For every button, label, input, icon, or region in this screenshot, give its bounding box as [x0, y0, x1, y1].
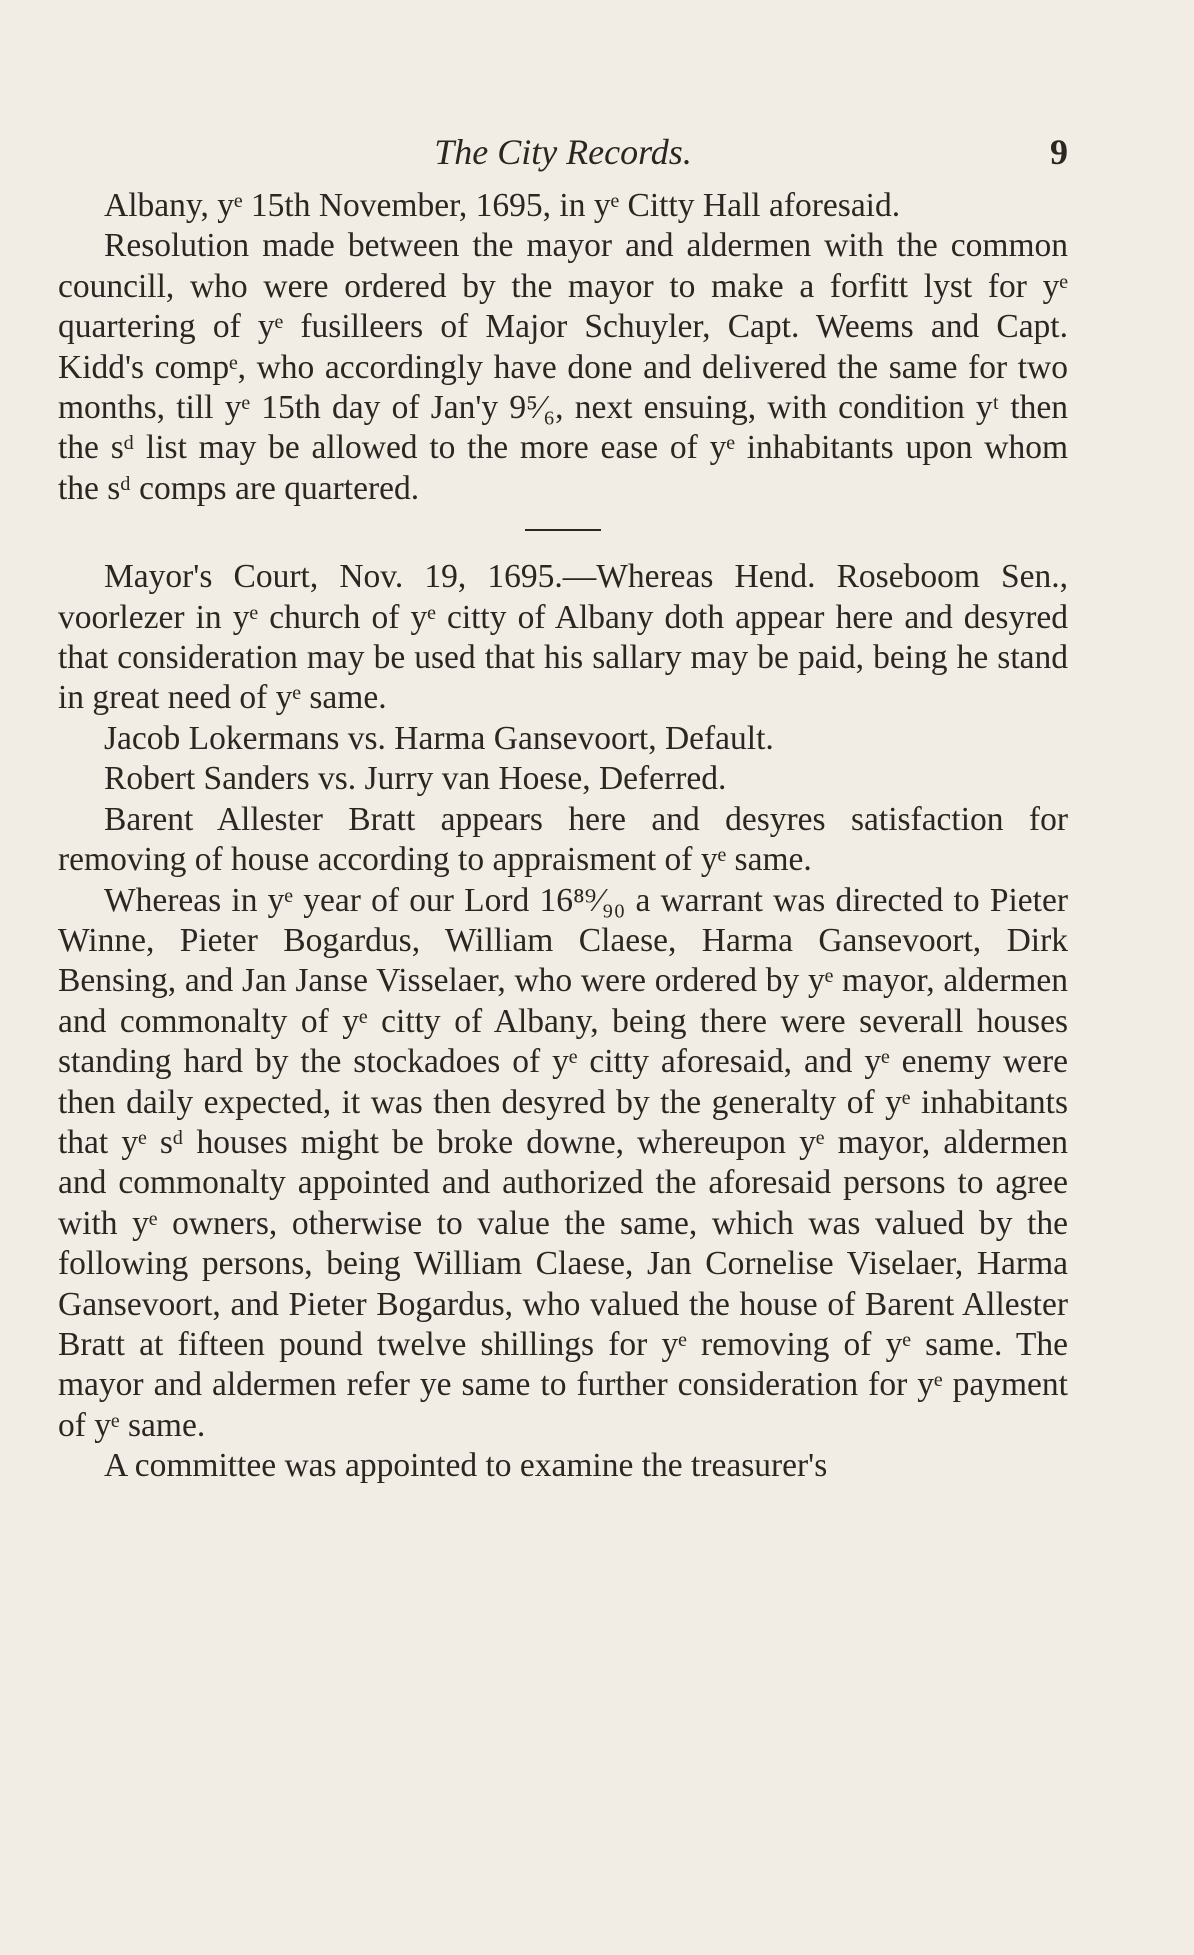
paragraph-meeting-place: Albany, yᵉ 15th November, 1695, in yᵉ Citty Hall aforesaid. — [104, 187, 901, 224]
paragraph-case-lokermans: Jacob Lokermans vs. Harma Gansevoort, Default. — [104, 719, 774, 757]
page-number: 9 — [1050, 132, 1068, 172]
page-body — [58, 186, 1068, 1487]
paragraph-resolution: Resolution made between the mayor and aldermen with the common councill, who were ordered by the mayor to make a forfitt lyst for yᵉ quartering of yᵉ fusilleers of Major Schuyler, Capt. Weems and Capt. Kidd's compᵉ, who accordingly have done and delivered the same for two months, till yᵉ 15th day of Jan'y 9⁵⁄₆, next ensuing, with condition yᵗ then the sᵈ list may be allowed to the more ease of yᵉ inhabitants upon whom the sᵈ comps are quartered. — [58, 227, 1068, 507]
running-title: The City Records. — [434, 132, 692, 172]
paragraph-committee: A committee was appointed to examine the treasurer's — [104, 1447, 828, 1485]
paragraph-warrant: Whereas in yᵉ year of our Lord 16⁸⁹⁄₉₀ a warrant was directed to Pieter Winne, Pieter Bogardus, William Claese, Harma Gansevoort, Dirk Bensing, and Jan Janse Visselaer, who were ordered by yᵉ mayor, aldermen and commonalty of yᵉ citty of Albany, being there were severall houses standing hard by the stockadoes of yᵉ citty aforesaid, and yᵉ enemy were then daily expected, it was then desyred by the generalty of yᵉ inhabitants that yᵉ sᵈ houses might be broke downe, whereupon yᵉ mayor, aldermen and commonalty appointed and authorized the aforesaid persons to agree with yᵉ owners, otherwise to value the same, which was valued by the following persons, being William Claese, Jan Cornelise Viselaer, Harma Gansevoort, and Pieter Bogardus, who valued the house of Barent Allester Bratt at fifteen pound twelve shillings for yᵉ removing of yᵉ same. The mayor and aldermen refer ye same to further consideration for yᵉ payment of yᵉ same. — [58, 881, 1068, 1444]
paragraph-bratt-petition: Barent Allester Bratt appears here and desyres satisfaction for removing of house according to appraisment of yᵉ same. — [58, 800, 1068, 879]
running-header — [58, 128, 1068, 176]
section-divider — [525, 529, 601, 531]
paragraph-mayors-court: Mayor's Court, Nov. 19, 1695.—Whereas Hend. Roseboom Sen., voorlezer in yᵉ church of yᵉ citty of Albany doth appear here and desyred that consideration may be used that his sallary may be paid, being he stand in great need of yᵉ same. — [58, 558, 1068, 717]
paragraph-case-sanders: Robert Sanders vs. Jurry van Hoese, Deferred. — [104, 760, 727, 798]
